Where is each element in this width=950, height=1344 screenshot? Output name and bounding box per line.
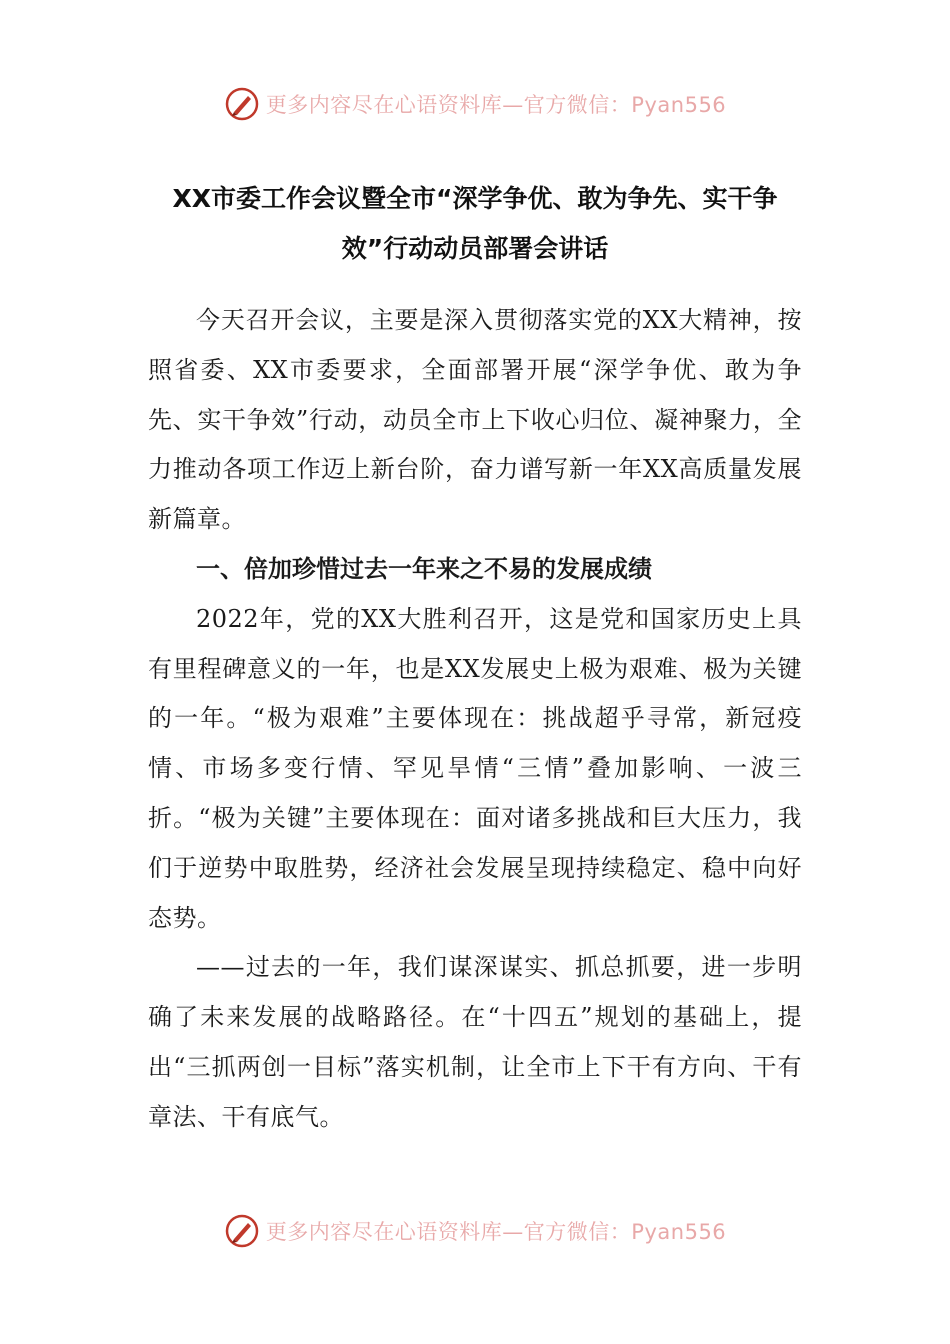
pen-logo-icon (224, 1213, 260, 1249)
document-body (148, 296, 802, 1143)
pen-logo-icon (224, 86, 260, 122)
watermark-text: 更多内容尽在心语资料库—官方微信：Pyan556 (265, 1220, 727, 1244)
document-title: XX市委工作会议暨全市“深学争优、敢为争先、实干争效”行动动员部署会讲话 (172, 184, 778, 263)
intro-paragraph: 今天召开会议，主要是深入贯彻落实党的XX大精神，按照省委、XX市委要求，全面部署开展“深学争优、敢为争先、实干争效”行动，动员全市上下收心归位、凝神聚力，全力推动各项工作迈上新台阶，奋力谱写新一年XX高质量发展新篇章。 (148, 306, 802, 534)
watermark-footer (0, 1211, 950, 1251)
watermark-text: 更多内容尽在心语资料库—官方微信：Pyan556 (265, 93, 727, 117)
section-heading: 一、倍加珍惜过去一年来之不易的发展成绩 (196, 554, 652, 583)
body-paragraph: 2022年，党的XX大胜利召开，这是党和国家历史上具有里程碑意义的一年，也是XX发展史上极为艰难、极为关键的一年。“极为艰难”主要体现在：挑战超乎寻常，新冠疫情、市场多变行情、罕见旱情“三情”叠加影响、一波三折。“极为关键”主要体现在：面对诸多挑战和巨大压力，我们于逆势中取胜势，经济社会发展呈现持续稳定、稳中向好态势。 (148, 604, 802, 932)
body-paragraph: ——过去的一年，我们谋深谋实、抓总抓要，进一步明确了未来发展的战略路径。在“十四五”规划的基础上，提出“三抓两创一目标”落实机制，让全市上下干有方向、干有章法、干有底气。 (148, 953, 802, 1131)
watermark-header (0, 84, 950, 124)
